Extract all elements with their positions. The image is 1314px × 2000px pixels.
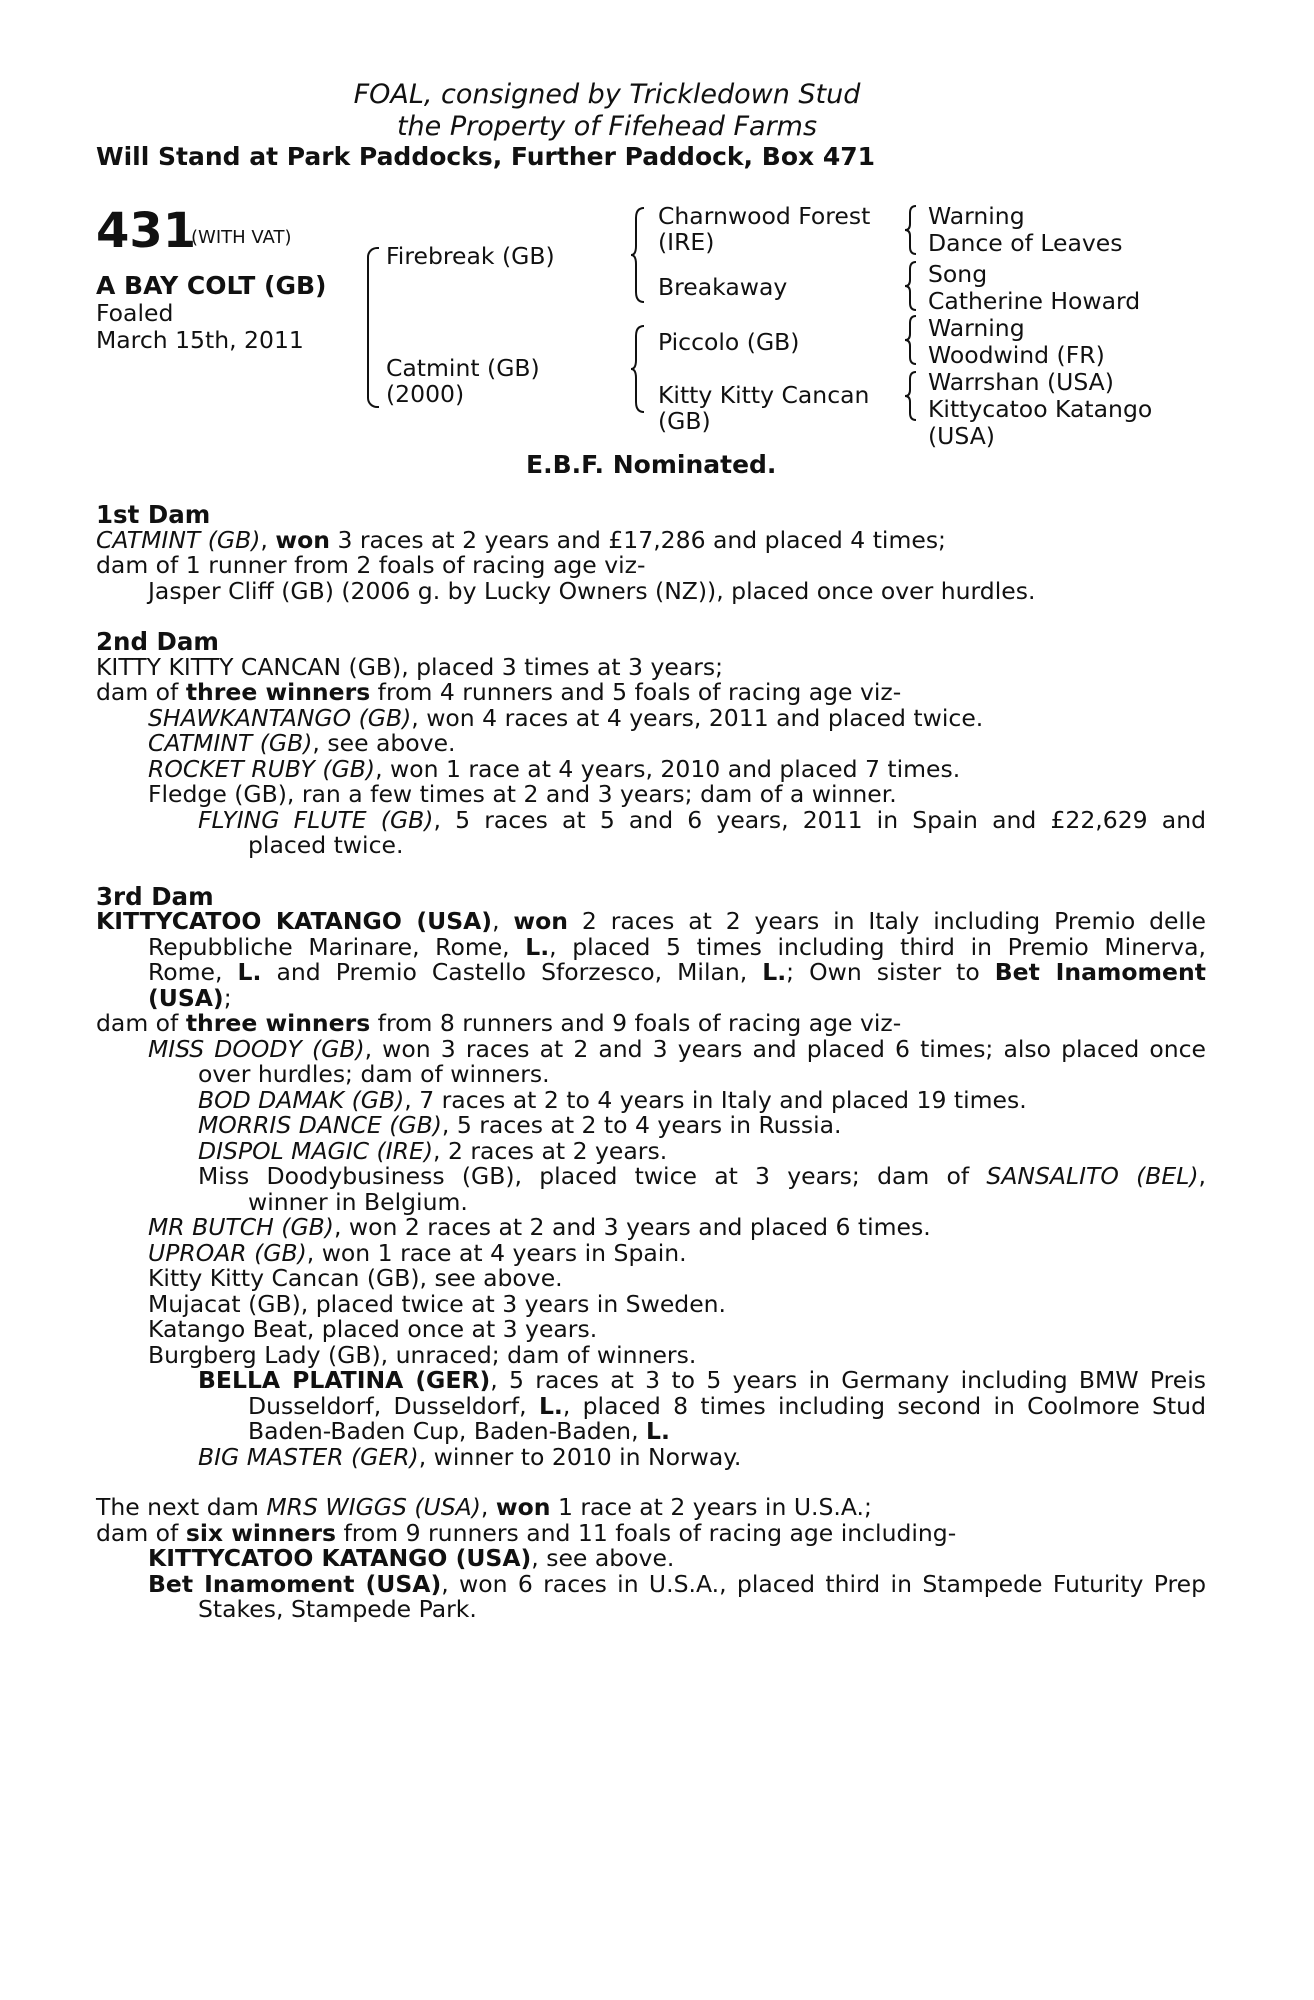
record-text: , [1198, 1162, 1206, 1190]
second-dam-section [96, 629, 1206, 859]
horse-name: SHAWKANTANGO (GB) [148, 703, 412, 732]
pedigree-dam-dam-line2: (GB) [658, 407, 711, 435]
summary-text: from 9 runners and 11 foals of racing age including- [343, 1518, 957, 1547]
won-label: won [495, 1493, 551, 1521]
produce-entry: Fledge (GB), ran a few times at 2 and 3 years; dam of a winner. [148, 780, 897, 808]
record-text: 1 race at 2 years in U.S.A.; [557, 1493, 872, 1521]
produce-entry-continued: winner in Belgium. [248, 1187, 468, 1216]
produce-entry-continued: placed twice. [248, 831, 404, 859]
horse-name: KITTYCATOO KATANGO (USA) [148, 1544, 532, 1572]
produce-entry [96, 1085, 1206, 1114]
produce-entry [96, 731, 1206, 757]
horse-name: MR BUTCH (GB) [148, 1213, 334, 1241]
record-text: 2 races at 2 years in Italy including Premio delle [581, 907, 1206, 935]
summary-text: from 8 runners and 9 foals of racing age viz- [377, 1009, 902, 1037]
horse-name: Bet Inamoment [994, 958, 1206, 986]
third-dam-line-4 [96, 983, 1206, 1012]
pedigree-brace-dam [630, 324, 646, 414]
record-text: , won 3 races at 2 and 3 years and placed 6 times; also placed once [364, 1034, 1206, 1063]
third-dam-section [96, 881, 1207, 1471]
listed-marker: L. [646, 1417, 670, 1445]
summary-text: from 4 runners and 5 foals of racing age viz- [377, 678, 902, 706]
produce-entry [96, 1215, 1206, 1241]
produce-summary [96, 1011, 1206, 1037]
next-dam-line [96, 1495, 1206, 1521]
produce-entry [96, 1034, 1206, 1063]
record-text: ; [223, 983, 232, 1012]
pedigree-dam-dam-line1: Kitty Kitty Cancan [658, 381, 870, 409]
horse-name: UPROAR (GB) [148, 1238, 307, 1267]
pedigree-sire-dam: Breakaway [658, 273, 788, 301]
horse-name: BELLA PLATINA (GER) [198, 1366, 491, 1394]
pedigree-sss: Warning [928, 202, 1025, 230]
horse-name: BIG MASTER (GER) [198, 1442, 419, 1471]
produce-entry [96, 805, 1207, 834]
horse-name: (USA) [148, 983, 224, 1012]
record-text: , see above. [531, 1544, 675, 1572]
record-text: and Premio Castello Sforzesco, Milan, [276, 958, 748, 986]
horse-name: FLYING FLUTE (GB) [198, 805, 434, 834]
record-text: Rome, [148, 958, 223, 986]
pedigree-brace-sire [630, 206, 646, 304]
pedigree-dsd: Woodwind (FR) [928, 341, 1105, 369]
produce-entry-continued: over hurdles; dam of winners. [198, 1060, 550, 1088]
record-text: , 7 races at 2 to 4 years in Italy and placed 19 times. [404, 1085, 1027, 1114]
pedigree-dss: Warning [928, 314, 1025, 342]
horse-name: CATMINT (GB) [96, 525, 261, 554]
pedigree-sire-sire-line2: (IRE) [658, 228, 715, 256]
horse-name: KITTYCATOO KATANGO (USA) [96, 907, 493, 935]
winners-count: six winners [185, 1518, 336, 1547]
pedigree-dam-line1: Catmint (GB) [386, 354, 540, 382]
second-dam-heading: 2nd Dam [96, 627, 219, 656]
pedigree-dam-line2: (2000) [386, 380, 465, 408]
summary-text: dam of [96, 1009, 179, 1037]
record-text: , won 4 races at 4 years, 2011 and placed twice. [411, 703, 984, 732]
first-dam-section [96, 502, 1206, 604]
second-dam-line: KITTY KITTY CANCAN (GB), placed 3 times at 3 years; [96, 652, 724, 681]
lot-description: A BAY COLT (GB) [96, 271, 327, 300]
record-text: , 5 races at 2 to 4 years in Russia. [441, 1111, 842, 1139]
consignor-line: FOAL, consigned by Trickledown Stud [353, 79, 861, 110]
record-text: , 5 races at 5 and 6 years, 2011 in Spain and £22,629 and [433, 805, 1207, 834]
pedigree-dam-sire: Piccolo (GB) [658, 328, 800, 356]
won-label: won [513, 907, 568, 935]
produce-entry-continued: Stakes, Stampede Park. [198, 1595, 477, 1623]
record-text: , placed 5 times including third in Premio Minerva, [549, 932, 1206, 961]
listed-marker: L. [237, 958, 262, 986]
produce-entry: Katango Beat, placed once at 3 years. [148, 1315, 598, 1343]
produce-entry [96, 1136, 1206, 1165]
produce-entry: Burgberg Lady (GB), unraced; dam of winners. [148, 1340, 697, 1369]
record-text: Miss Doodybusiness (GB), placed twice at 3 years; dam of [198, 1162, 970, 1190]
horse-name: ROCKET RUBY (GB) [148, 754, 376, 783]
record-text: , [480, 1493, 489, 1521]
pedigree-ddd-line1: Kittycatoo Katango [928, 395, 1153, 423]
horse-name: SANSALITO (BEL) [986, 1162, 1199, 1190]
next-dam-section [96, 1495, 1206, 1623]
stabling-line: Will Stand at Park Paddocks, Further Paddock, Box 471 [96, 142, 876, 171]
record-text: , 5 races at 3 to 5 years in Germany including BMW Preis [490, 1366, 1207, 1394]
pedigree-sire: Firebreak (GB) [386, 242, 555, 270]
horse-name: BOD DAMAK (GB) [198, 1085, 405, 1114]
third-dam-heading: 3rd Dam [96, 881, 214, 911]
produce-entry [96, 1442, 1206, 1471]
record-text: , won 2 races at 2 and 3 years and placed 6 times. [333, 1213, 931, 1241]
produce-summary [96, 680, 1206, 706]
vat-note: (WITH VAT) [191, 227, 292, 248]
third-dam-line-2 [96, 932, 1206, 961]
catalogue-body [96, 502, 1206, 1623]
record-text: 3 races at 2 years and £17,286 and placed 4 times; [337, 525, 946, 554]
listed-marker: L. [525, 932, 550, 961]
produce-summary: dam of 1 runner from 2 foals of racing age viz- [96, 551, 646, 579]
lot-number: 431 [96, 203, 197, 259]
pedigree-brace-gen1 [367, 247, 379, 408]
record-text: , winner to 2010 in Norway. [418, 1442, 742, 1471]
horse-name: CATMINT (GB) [148, 729, 313, 757]
foaled-date: March 15th, 2011 [96, 326, 304, 354]
produce-entry: Kitty Kitty Cancan (GB), see above. [148, 1264, 563, 1292]
produce-entry [96, 1368, 1206, 1394]
record-text: The next dam [96, 1493, 259, 1521]
summary-text: dam of [96, 1518, 179, 1547]
pedigree-dds: Warrshan (USA) [928, 368, 1114, 396]
produce-entry [96, 1164, 1206, 1190]
produce-entry [96, 754, 1206, 783]
produce-summary [96, 1518, 1206, 1547]
third-dam-line-3 [96, 960, 1206, 986]
pedigree-sire-sire-line1: Charnwood Forest [658, 202, 871, 230]
record-text: , 2 races at 2 years. [433, 1136, 668, 1165]
ebf-nominated: E.B.F. Nominated. [526, 450, 777, 479]
listed-marker: L. [762, 958, 787, 986]
horse-name: MORRIS DANCE (GB) [198, 1111, 442, 1139]
listed-marker: L. [538, 1391, 563, 1420]
produce-entry-continued [96, 1391, 1206, 1420]
winners-count: three winners [185, 678, 371, 706]
property-line: the Property of Fifehead Farms [396, 111, 818, 142]
pedigree-sds: Song [928, 260, 988, 288]
record-text: , won 6 races in U.S.A., placed third in Stampede Futurity Prep [441, 1569, 1206, 1598]
record-text: Dusseldorf, Dusseldorf, [248, 1391, 527, 1420]
pedigree-sdd: Catherine Howard [928, 287, 1141, 315]
record-text: ; Own sister to [786, 958, 980, 986]
foaled-label: Foaled [96, 299, 174, 327]
produce-entry: Mujacat (GB), placed twice at 3 years in Sweden. [148, 1289, 727, 1318]
horse-name: MISS DOODY (GB) [148, 1034, 365, 1063]
record-text: , see above. [312, 729, 456, 757]
third-dam-line: KITTYCATOO KATANGO (USA), won 2 races at 2 years in Italy including Premio delle [96, 907, 1206, 935]
produce-entry [96, 1569, 1206, 1598]
produce-entry [96, 1238, 1206, 1267]
record-text: Repubbliche Marinare, Rome, [148, 932, 510, 961]
first-dam-line: CATMINT (GB), won 3 races at 2 years and £17,286 and placed 4 times; [96, 525, 946, 554]
summary-text: dam of [96, 678, 179, 706]
produce-entry-continued [96, 1419, 1206, 1445]
record-text: , won 1 race at 4 years in Spain. [306, 1238, 687, 1267]
produce-entry [96, 703, 1206, 732]
record-text: , won 1 race at 4 years, 2010 and placed 7 times. [375, 754, 961, 783]
record-text: , placed 8 times including second in Coolmore Stud [562, 1391, 1206, 1420]
horse-name: Bet Inamoment (USA) [148, 1569, 442, 1598]
won-label: won [275, 525, 330, 554]
produce-entry: Jasper Cliff (GB) (2006 g. by Lucky Owners (NZ)), placed once over hurdles. [148, 576, 1036, 605]
horse-name: MRS WIGGS (USA) [266, 1493, 481, 1521]
produce-entry [96, 1113, 1206, 1139]
pedigree-ddd-line2: (USA) [928, 422, 995, 450]
horse-name: DISPOL MAGIC (IRE) [198, 1136, 433, 1165]
pedigree-ssd: Dance of Leaves [928, 229, 1123, 257]
pedigree-brace-dd [904, 370, 918, 442]
winners-count: three winners [185, 1009, 371, 1037]
first-dam-heading: 1st Dam [96, 500, 211, 529]
record-text: Baden-Baden Cup, Baden-Baden, [248, 1417, 639, 1445]
produce-entry [96, 1546, 1206, 1572]
